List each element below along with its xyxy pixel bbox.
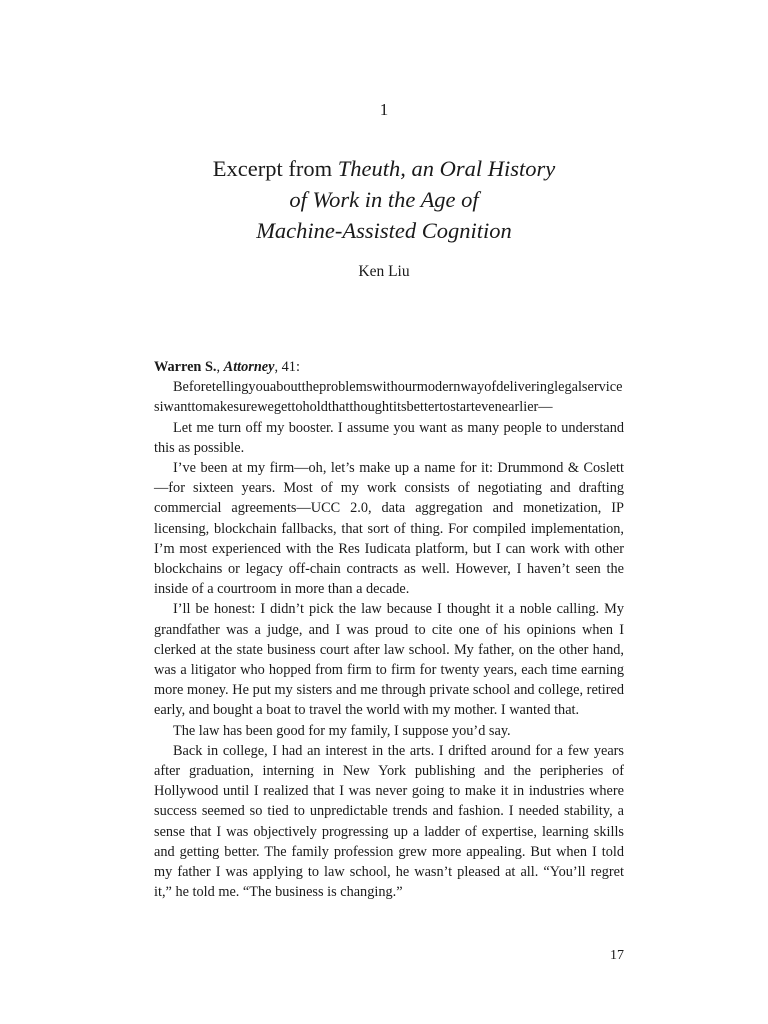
title-book-name: Theuth, an Oral History (337, 156, 556, 181)
author-name: Ken Liu (358, 263, 410, 280)
speaker-line (154, 357, 624, 377)
title-line-2: of Work in the Age of (289, 187, 479, 212)
paragraph: Let me turn off my booster. I assume you want as many people to understand this as possible. (154, 419, 624, 456)
title-prefix: Excerpt from (212, 156, 338, 181)
title-line-1 (0, 153, 768, 184)
speaker-age: , 41: (274, 359, 300, 375)
paragraph: Back in college, I had an interest in the arts. I drifted around for a few years after graduation, interning in New York publishing and the peripheries of Hollywood until I realized that I was never going to make it in industries where success seemed so tied to unpredictable trends and fashion. I needed stability, a sense that I was objectively progressing up a ladder of expertise, learning skills and getting better. The family profession grew more appealing. But when I told my father I was applying to law school, he wasn’t pleased at all. “You’ll regret it,” he told me. “The business is changing.” (154, 742, 624, 901)
speaker-role: Attorney (223, 359, 275, 375)
speaker-name: Warren S. (154, 359, 217, 375)
speaker-separator: , (216, 359, 224, 375)
chapter-title (0, 153, 768, 246)
paragraph: I’ve been at my firm—oh, let’s make up a name for it: Drummond & Coslett—for sixteen years. Most of my work consists of negotiating and drafting commercial agreements—UCC 2.0, data aggregation and monetization, IP licensing, blockchain fallbacks, that sort of thing. For compiled implementation, I’m most experienced with the Res Iudicata platform, but I can work with other blockchains or legacy off-chain contracts as well. However, I haven’t seen the inside of a courtroom in more than a decade. (154, 460, 624, 598)
paragraph: I’ll be honest: I didn’t pick the law because I thought it a noble calling. My grandfather was a judge, and I was proud to cite one of his opinions when I clerked at the state business court after law school. My father, on the other hand, was a litigator who hopped from firm to firm for twenty years, each time earning more money. He put my sisters and me through private school and college, retired early, and bought a boat to travel the world with my mother. I wanted that. (154, 601, 624, 719)
paragraph: Beforetellingyouabouttheproblemswithourmodernwayofdeliveringlegalservicesіwanttomakesurewegettoholdthatthoughtitsbettertostartevenearlier— (154, 379, 623, 416)
body-text (154, 357, 624, 902)
title-line-3: Machine-Assisted Cognition (256, 218, 512, 243)
paragraph: The law has been good for my family, I suppose you’d say. (173, 722, 511, 739)
page-number: 17 (610, 948, 624, 963)
chapter-number: 1 (379, 100, 389, 119)
